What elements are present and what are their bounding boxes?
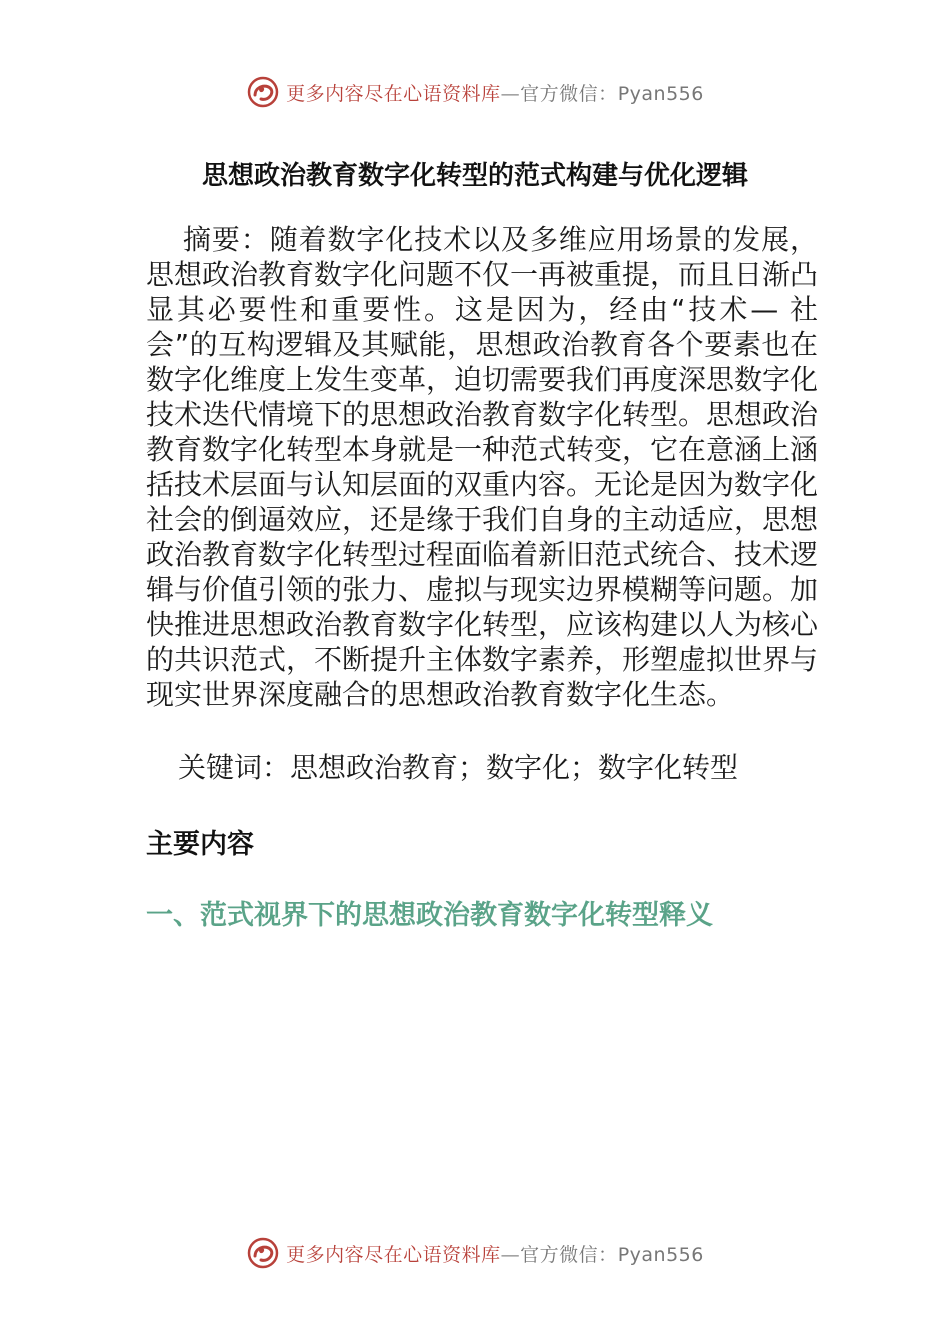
heart-swirl-logo-icon [246,1236,280,1270]
banner-library-name: 更多内容尽在心语资料库 [286,82,501,105]
banner-separator: — [500,82,521,105]
keywords-line: 关键词：思想政治教育；数字化；数字化转型 [178,751,739,784]
banner-contact-id: Pyan556 [617,82,704,105]
footer-banner [0,1233,950,1273]
header-banner [0,72,950,112]
banner-contact-label: 官方微信： [520,82,618,105]
banner-separator: — [500,1243,521,1266]
document-title: 思想政治教育数字化转型的范式构建与优化逻辑 [201,161,748,192]
banner-contact-label: 官方微信： [520,1243,618,1266]
banner-text [286,79,704,106]
banner-library-name: 更多内容尽在心语资料库 [286,1243,501,1266]
subsection-heading: 一、范式视界下的思想政治教育数字化转型释义 [146,900,713,931]
section-heading: 主要内容 [146,829,254,860]
banner-contact-id: Pyan556 [617,1243,704,1266]
heart-swirl-logo-icon [246,75,280,109]
abstract-paragraph: 摘要：随着数字化技术以及多维应用场景的发展，思想政治教育数字化问题不仅一再被重提，而且日渐凸显其必要性和重要性。这是因为，经由“技术— 社会”的互构逻辑及其赋能，思想政治教育各个要素也在数字化维度上发生变革，迫切需要我们再度深思数字化技术迭代情境下的思想政治教育数字化转型。思想政治教育数字化转型本身就是一种范式转变，它在意涵上涵括技术层面与认知层面的双重内容。无论是因为数字化社会的倒逼效应，还是缘于我们自身的主动适应，思想政治教育数字化转型过程面临着新旧范式统合、技术逻辑与价值引领的张力、虚拟与现实边界模糊等问题。加快推进思想政治教育数字化转型，应该构建以人为核心的共识范式，不断提升主体数字素养，形塑虚拟世界与现实世界深度融合的思想政治教育数字化生态。 [146,223,819,711]
banner-text [286,1240,704,1267]
